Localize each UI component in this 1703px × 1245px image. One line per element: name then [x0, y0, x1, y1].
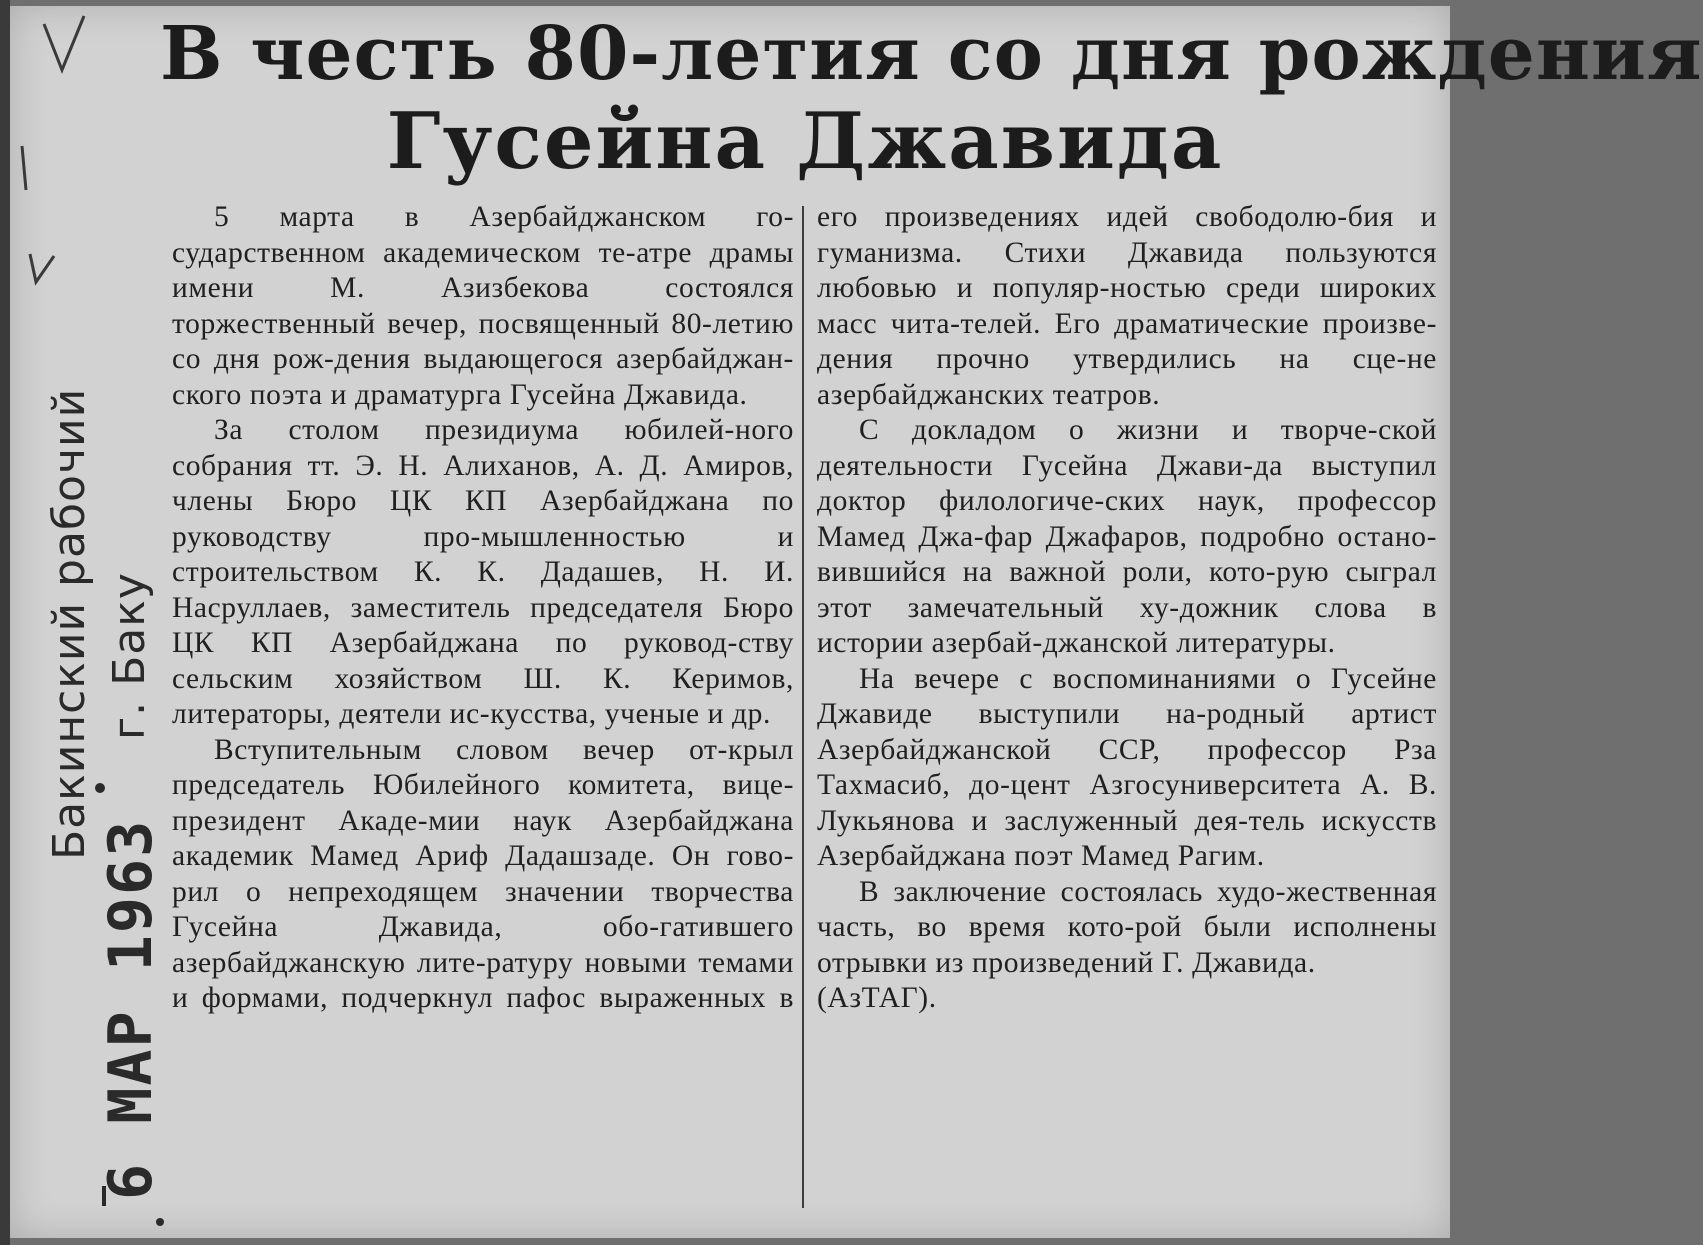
pencil-check-mid: [30, 254, 54, 282]
scan-dark-edge: [0, 0, 10, 1245]
pencil-stroke-1: [22, 146, 26, 190]
newspaper-city: г. Баку: [104, 572, 155, 740]
article-right-column: [817, 200, 1437, 1017]
headline-line-2: Гусейна Джавида: [386, 96, 1224, 187]
article-left-column: [172, 200, 794, 1017]
newspaper-name: Бакинский рабочий: [44, 387, 95, 860]
column-divider: [802, 206, 804, 1208]
paragraph: За столом президиума юбилей-ного собрания тт. Э. Н. Алиханов, А. Д. Амиров, члены Бюро ЦК КП Азербайджана по руководству про-мышленностью и строительством К. К. Дадашев, Н. И. Насруллаев, заместитель председателя Бюро ЦК КП Азербайджана по руковод-ству сельским хозяйством Ш. К. Керимов, литераторы, деятели ис-кусства, ученые и др.: [172, 414, 794, 730]
paragraph: его произведениях идей свободолю-бия и гуманизма. Стихи Джавида пользуются любовью и популяр-ностью среди широких масс чита-телей. Его драматические произве-дения прочно утвердились на сце-не азербайджанских театров.: [817, 201, 1437, 411]
paragraph: Вступительным словом вечер от-крыл председатель Юбилейного комитета, вице-президент Акаде-мии наук Азербайджана академик Мамед Ариф Дадашзаде. Он гово-рил о непреходящем значении творчества Гусейна Джавида, обо-гатившего азербайджанскую лите-ратуру новыми темами и формами, подчеркнул пафос выраженных в: [172, 733, 794, 1014]
ink-dot-bottom: [156, 1218, 164, 1226]
paragraph: На вечере с воспоминаниями о Гусейне Джавиде выступили на-родный артист Азербайджанской ССР, профессор Рза Тахмасиб, до-цент Азгосуниверситета А. В. Лукьянова и заслуженный дея-тель искусств Азербайджана поэт Мамед Рагим.: [817, 662, 1437, 872]
paragraph: С докладом о жизни и творче-ской деятельности Гусейна Джави-да выступил доктор филологиче-ских наук, профессор Мамед Джа-фар Джафаров, подробно остано-вившийся на важной роли, кото-рую сыграл этот замечательный ху-дожник слова в истории азербай-джанской литературы.: [817, 414, 1437, 659]
date-stamp: 6 МАР 1963: [96, 818, 166, 1200]
pencil-check-top: [44, 16, 84, 70]
paragraph: В заключение состоялась худо-жественная часть, во время кото-рой были исполнены отрывки из произведений Г. Джавида.: [817, 875, 1437, 979]
source-label: [22, 340, 155, 900]
paragraph: 5 марта в Азербайджанском го-сударственном академическом те-атре драмы имени М. Азизбекова состоялся торжественный вечер, посвященный 80-летию со дня рож-дения выдающегося азербайджан-ского поэта и драматурга Гусейна Джавида.: [172, 201, 794, 411]
article-headline: [160, 10, 1703, 187]
news-agency-credit: (АзТАГ).: [817, 982, 937, 1014]
headline-line-1: В честь 80-летия со дня рождения: [160, 11, 1703, 97]
